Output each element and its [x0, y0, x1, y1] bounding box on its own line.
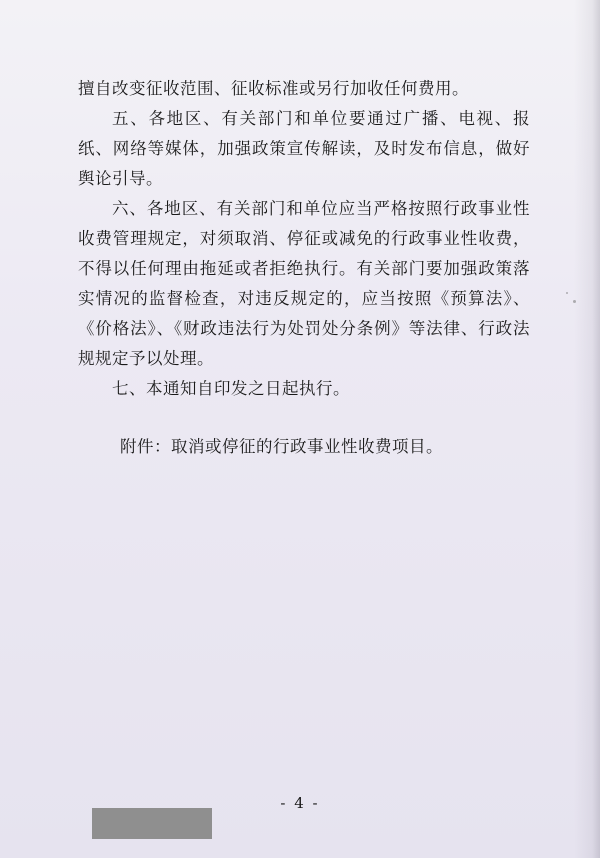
paragraph-item-7: 七、本通知自印发之日起执行。 — [112, 379, 350, 398]
attachment-note: 附件：取消或停征的行政事业性收费项目。 — [120, 437, 443, 456]
document-body — [78, 74, 530, 462]
redaction-block — [92, 808, 212, 839]
page-number: - 4 - — [280, 794, 320, 812]
scan-speck — [573, 300, 576, 303]
page-edge-shadow — [574, 0, 600, 858]
paragraph-item-5: 五、各地区、有关部门和单位要通过广播、电视、报纸、网络等媒体，加强政策宣传解读，及时发布信息，做好舆论引导。 — [78, 109, 530, 188]
paragraph-item-6: 六、各地区、有关部门和单位应当严格按照行政事业性收费管理规定，对须取消、停征或减免的行政事业性收费，不得以任何理由拖延或者拒绝执行。有关部门要加强政策落实情况的监督检查，对违反规定的，应当按照《预算法》、《价格法》、《财政违法行为处罚处分条例》等法律、行政法规规定予以处理。 — [78, 199, 530, 368]
paragraph-continuation: 擅自改变征收范围、征收标准或另行加收任何费用。 — [78, 79, 469, 98]
scan-speck — [566, 292, 568, 294]
